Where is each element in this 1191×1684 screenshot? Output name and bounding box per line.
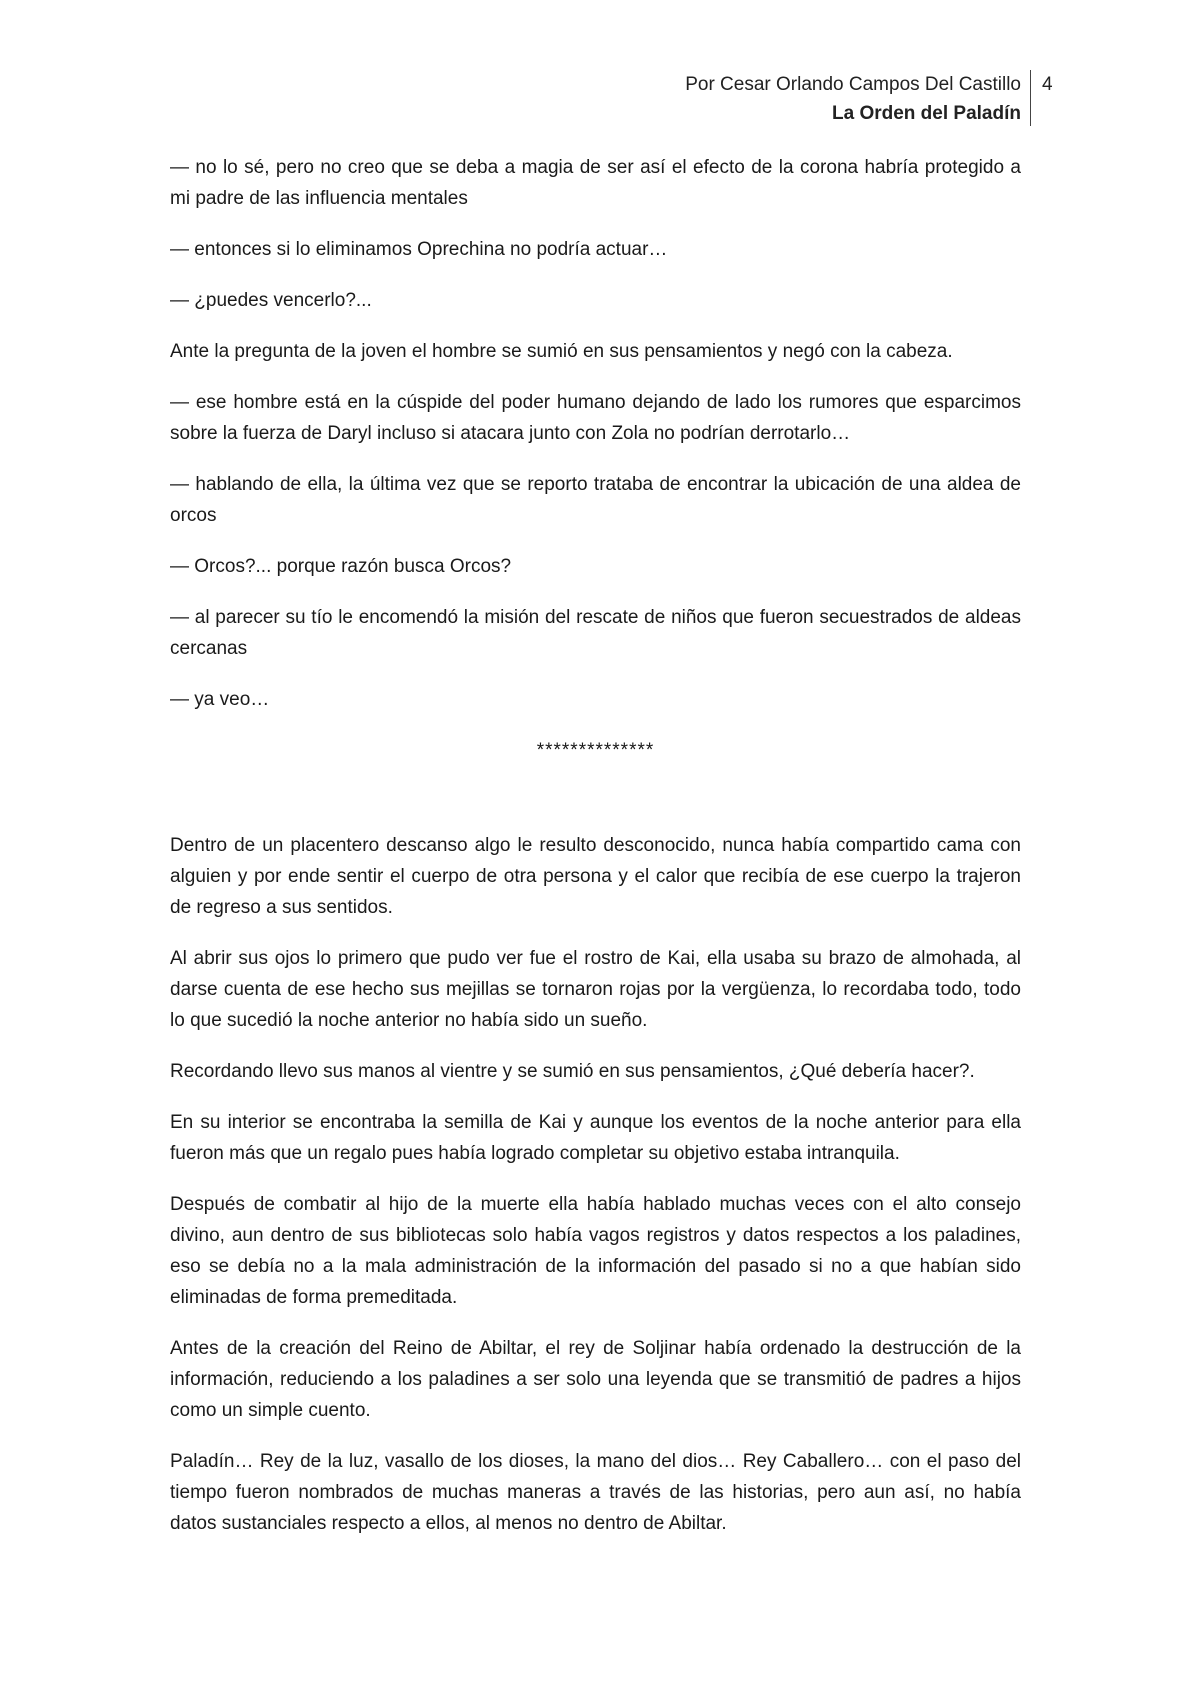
paragraph: — hablando de ella, la última vez que se reporto trataba de encontrar la ubicación de una aldea de orcos (170, 474, 1021, 526)
page-number: 4 (1042, 74, 1053, 95)
paragraph: Recordando llevo sus manos al vientre y se sumió en sus pensamientos, ¿Qué debería hacer?. (170, 1061, 975, 1082)
paragraph: Paladín… Rey de la luz, vasallo de los dioses, la mano del dios… Rey Caballero… con el paso del tiempo fueron nombrados de muchas maneras a través de las historias, pero aun así, no había datos sustanciales respecto a ellos, al menos no dentro de Abiltar. (170, 1451, 1021, 1534)
paragraph: — entonces si lo eliminamos Oprechina no podría actuar… (170, 239, 668, 260)
paragraph: — ¿puedes vencerlo?... (170, 290, 372, 311)
scene-gap (170, 766, 1021, 830)
paragraph: — ese hombre está en la cúspide del poder humano dejando de lado los rumores que esparcimos sobre la fuerza de Daryl incluso si atacara junto con Zola no podrían derrotarlo… (170, 392, 1021, 444)
paragraph: Después de combatir al hijo de la muerte ella había hablado muchas veces con el alto consejo divino, aun dentro de sus bibliotecas solo había vagos registros y datos respectos a los paladines, eso se debía no a la mala administración de la información del pasado si no a que habían sido eliminadas de forma premeditada. (170, 1194, 1021, 1308)
paragraph: — al parecer su tío le encomendó la misión del rescate de niños que fueron secuestrados de aldeas cercanas (170, 607, 1021, 659)
scene-separator: ************** (536, 740, 655, 761)
paragraph: Al abrir sus ojos lo primero que pudo ver fue el rostro de Kai, ella usaba su brazo de almohada, al darse cuenta de ese hecho sus mejillas se tornaron rojas por la vergüenza, lo recordaba todo, todo lo que sucedió la noche anterior no había sido un sueño. (170, 948, 1021, 1031)
header-book-title: La Orden del Paladín (832, 103, 1021, 124)
paragraph: En su interior se encontraba la semilla de Kai y aunque los eventos de la noche anterior para ella fueron más que un regalo pues había logrado completar su objetivo estaba intranquila. (170, 1112, 1021, 1164)
body-text (170, 152, 1021, 1559)
paragraph: — no lo sé, pero no creo que se deba a magia de ser así el efecto de la corona habría protegido a mi padre de las influencia mentales (170, 157, 1021, 209)
header-divider (1030, 70, 1031, 126)
paragraph: Antes de la creación del Reino de Abiltar, el rey de Soljinar había ordenado la destrucción de la información, reduciendo a los paladines a ser solo una leyenda que se transmitió de padres a hijos como un simple cuento. (170, 1338, 1021, 1421)
paragraph: — ya veo… (170, 689, 270, 710)
header-author: Por Cesar Orlando Campos Del Castillo (685, 74, 1021, 95)
running-header (685, 70, 1021, 128)
paragraph: Dentro de un placentero descanso algo le resulto desconocido, nunca había compartido cama con alguien y por ende sentir el cuerpo de otra persona y el calor que recibía de ese cuerpo la trajeron de regreso a sus sentidos. (170, 835, 1021, 918)
paragraph: — Orcos?... porque razón busca Orcos? (170, 556, 512, 577)
paragraph: Ante la pregunta de la joven el hombre se sumió en sus pensamientos y negó con la cabeza. (170, 341, 953, 362)
